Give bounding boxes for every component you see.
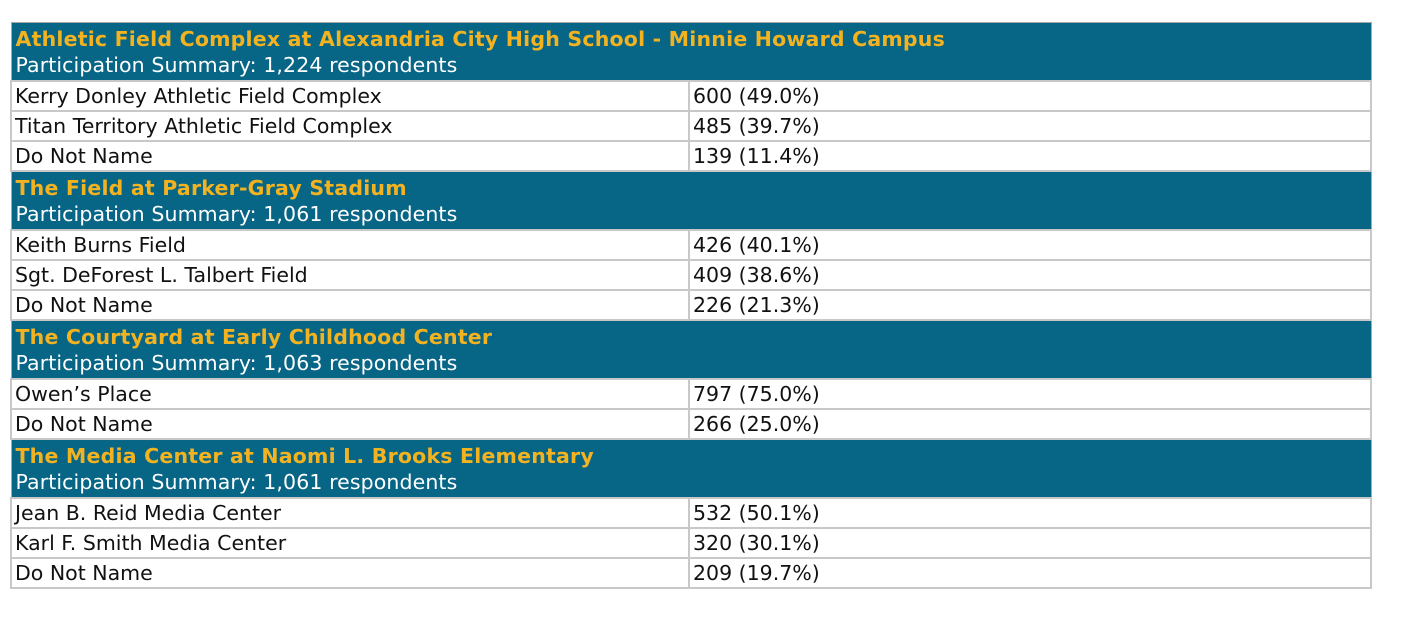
- results-table-body: [11, 23, 1371, 589]
- table-row: [11, 409, 1371, 439]
- option-result: 426 (40.1%): [689, 230, 1371, 260]
- participation-summary: Participation Summary: 1,063 respondents: [15, 351, 458, 375]
- table-row: [11, 379, 1371, 409]
- section-header: [11, 171, 1371, 230]
- option-result: 226 (21.3%): [689, 290, 1371, 320]
- table-row: [11, 230, 1371, 260]
- option-result: 485 (39.7%): [689, 111, 1371, 141]
- section-header: [11, 23, 1371, 82]
- option-result: 532 (50.1%): [689, 498, 1371, 528]
- option-result: 266 (25.0%): [689, 409, 1371, 439]
- table-row: [11, 498, 1371, 528]
- option-name: Owen’s Place: [11, 379, 689, 409]
- results-table: [10, 22, 1372, 589]
- option-name: Karl F. Smith Media Center: [11, 528, 689, 558]
- section-title: The Media Center at Naomi L. Brooks Elementary: [15, 444, 594, 468]
- table-row: [11, 111, 1371, 141]
- section-header-cell: [11, 439, 1371, 498]
- section-header-cell: [11, 320, 1371, 379]
- option-name: Do Not Name: [11, 290, 689, 320]
- section-title: The Courtyard at Early Childhood Center: [15, 325, 493, 349]
- table-row: [11, 528, 1371, 558]
- option-name: Do Not Name: [11, 141, 689, 171]
- section-header: [11, 439, 1371, 498]
- table-row: [11, 260, 1371, 290]
- option-name: Sgt. DeForest L. Talbert Field: [11, 260, 689, 290]
- section-header: [11, 320, 1371, 379]
- participation-summary: Participation Summary: 1,061 respondents: [15, 470, 458, 494]
- table-row: [11, 290, 1371, 320]
- option-result: 600 (49.0%): [689, 81, 1371, 111]
- participation-summary: Participation Summary: 1,061 respondents: [15, 202, 458, 226]
- option-name: Titan Territory Athletic Field Complex: [11, 111, 689, 141]
- option-result: 320 (30.1%): [689, 528, 1371, 558]
- section-title: Athletic Field Complex at Alexandria City High School - Minnie Howard Campus: [15, 27, 946, 51]
- option-name: Do Not Name: [11, 409, 689, 439]
- table-row: [11, 141, 1371, 171]
- option-result: 797 (75.0%): [689, 379, 1371, 409]
- option-name: Keith Burns Field: [11, 230, 689, 260]
- section-header-cell: [11, 23, 1371, 82]
- section-title: The Field at Parker-Gray Stadium: [15, 176, 407, 200]
- table-row: [11, 558, 1371, 588]
- table-row: [11, 81, 1371, 111]
- participation-summary: Participation Summary: 1,224 respondents: [15, 53, 458, 77]
- section-header-cell: [11, 171, 1371, 230]
- option-result: 209 (19.7%): [689, 558, 1371, 588]
- option-name: Do Not Name: [11, 558, 689, 588]
- option-result: 409 (38.6%): [689, 260, 1371, 290]
- option-result: 139 (11.4%): [689, 141, 1371, 171]
- option-name: Jean B. Reid Media Center: [11, 498, 689, 528]
- option-name: Kerry Donley Athletic Field Complex: [11, 81, 689, 111]
